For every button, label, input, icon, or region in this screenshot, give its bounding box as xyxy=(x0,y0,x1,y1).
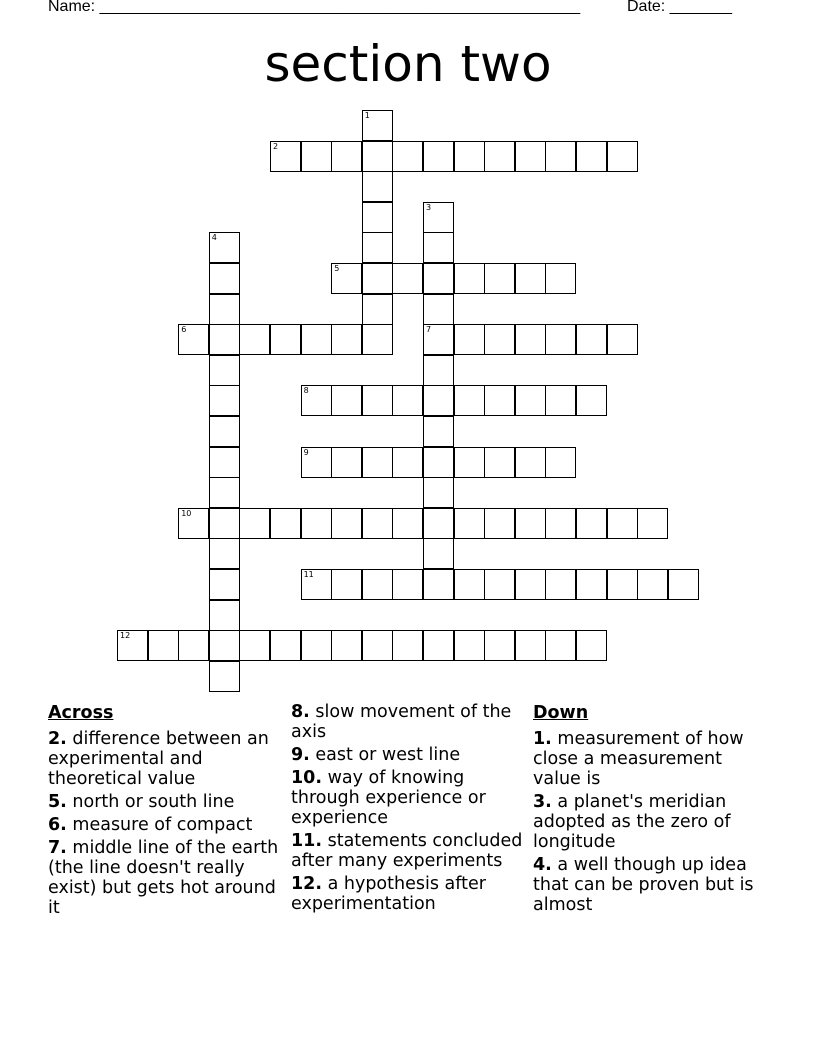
clue-text: a planet's meridian adopted as the zero of longitude xyxy=(533,792,731,852)
grid-cell[interactable] xyxy=(484,569,515,600)
clue-text: way of knowing through experience or experience xyxy=(291,768,486,828)
cell-number: 12 xyxy=(120,631,131,641)
grid-cell[interactable] xyxy=(362,202,393,233)
down-clue-1 xyxy=(533,729,773,789)
grid-cell[interactable] xyxy=(301,141,332,172)
grid-cell[interactable] xyxy=(454,385,485,416)
name-field-label: Name: ______________________________________________________ xyxy=(48,0,581,15)
down-clue-3 xyxy=(533,792,773,852)
grid-cell[interactable] xyxy=(209,416,240,447)
grid-cell[interactable] xyxy=(423,324,454,355)
clue-number: 3. xyxy=(533,792,552,812)
across-heading: Across xyxy=(48,703,114,723)
cell-number: 3 xyxy=(426,202,432,212)
grid-cell[interactable] xyxy=(423,141,454,172)
grid-cell[interactable] xyxy=(392,569,423,600)
grid-cell[interactable] xyxy=(668,569,699,600)
grid-cell[interactable] xyxy=(484,630,515,661)
grid-cell[interactable] xyxy=(576,141,607,172)
grid-cell[interactable] xyxy=(545,263,576,294)
clue-number: 1. xyxy=(533,729,552,749)
grid-cell[interactable] xyxy=(515,508,546,539)
clue-text: statements concluded after many experiments xyxy=(291,831,523,871)
grid-cell[interactable] xyxy=(178,630,209,661)
grid-cell[interactable] xyxy=(117,630,148,661)
grid-cell[interactable] xyxy=(484,385,515,416)
grid-cell[interactable] xyxy=(331,385,362,416)
across-clue-6 xyxy=(48,815,283,835)
grid-cell[interactable] xyxy=(239,324,270,355)
grid-cell[interactable] xyxy=(637,569,668,600)
grid-cell[interactable] xyxy=(423,232,454,263)
grid-cell[interactable] xyxy=(484,324,515,355)
grid-cell[interactable] xyxy=(545,447,576,478)
grid-cell[interactable] xyxy=(270,508,301,539)
cell-number: 5 xyxy=(334,264,340,273)
grid-cell[interactable] xyxy=(270,141,301,172)
grid-cell[interactable] xyxy=(362,263,393,294)
grid-cell[interactable] xyxy=(607,569,638,600)
grid-cell[interactable] xyxy=(392,263,423,294)
down-clue-4 xyxy=(533,855,773,915)
across-clue-2 xyxy=(48,729,283,789)
grid-cell[interactable] xyxy=(301,447,332,478)
grid-cell[interactable] xyxy=(301,569,332,600)
grid-cell[interactable] xyxy=(423,263,454,294)
grid-cell[interactable] xyxy=(209,263,240,294)
grid-cell[interactable] xyxy=(484,141,515,172)
grid-cell[interactable] xyxy=(545,630,576,661)
grid-cell[interactable] xyxy=(209,385,240,416)
grid-cell[interactable] xyxy=(454,141,485,172)
grid-cell[interactable] xyxy=(209,508,240,539)
grid-cell[interactable] xyxy=(209,600,240,631)
clue-number: 7. xyxy=(48,838,67,858)
grid-cell[interactable] xyxy=(178,508,209,539)
clue-text: a well though up idea that can be proven but is almost xyxy=(533,855,754,915)
grid-cell[interactable] xyxy=(515,630,546,661)
clue-text: east or west line xyxy=(315,745,461,765)
grid-cell[interactable] xyxy=(331,630,362,661)
cell-number: 4 xyxy=(211,233,217,243)
cell-number: 6 xyxy=(181,325,187,335)
clue-number: 5. xyxy=(48,792,67,812)
grid-cell[interactable] xyxy=(362,171,393,202)
grid-cell[interactable] xyxy=(423,630,454,661)
clue-number: 10. xyxy=(291,768,323,788)
grid-cell[interactable] xyxy=(454,324,485,355)
grid-cell[interactable] xyxy=(209,447,240,478)
grid-cell[interactable] xyxy=(454,263,485,294)
grid-cell[interactable] xyxy=(515,569,546,600)
grid-cell[interactable] xyxy=(331,508,362,539)
across-clue-7 xyxy=(48,838,283,918)
clue-number: 12. xyxy=(291,874,323,894)
grid-cell[interactable] xyxy=(178,324,209,355)
cell-number: 8 xyxy=(303,386,309,396)
clue-number: 6. xyxy=(48,815,67,835)
grid-cell[interactable] xyxy=(423,447,454,478)
grid-cell[interactable] xyxy=(607,508,638,539)
across-clue-5 xyxy=(48,792,283,812)
grid-cell[interactable] xyxy=(362,630,393,661)
grid-cell[interactable] xyxy=(331,141,362,172)
grid-cell[interactable] xyxy=(392,508,423,539)
grid-cell[interactable] xyxy=(423,202,454,233)
grid-cell[interactable] xyxy=(331,569,362,600)
grid-cell[interactable] xyxy=(423,569,454,600)
grid-cell[interactable] xyxy=(392,630,423,661)
grid-cell[interactable] xyxy=(209,477,240,508)
clue-text: measurement of how close a measurement value is xyxy=(533,729,744,789)
grid-cell[interactable] xyxy=(484,508,515,539)
grid-cell[interactable] xyxy=(362,385,393,416)
grid-cell[interactable] xyxy=(301,508,332,539)
grid-cell[interactable] xyxy=(576,569,607,600)
page-title: section two xyxy=(264,35,552,93)
grid-cell[interactable] xyxy=(362,324,393,355)
grid-cell[interactable] xyxy=(270,630,301,661)
grid-cell[interactable] xyxy=(209,538,240,569)
grid-cell[interactable] xyxy=(392,385,423,416)
grid-cell[interactable] xyxy=(637,508,668,539)
grid-cell[interactable] xyxy=(454,508,485,539)
clues-column-2 xyxy=(291,702,526,917)
grid-cell[interactable] xyxy=(576,385,607,416)
grid-cell[interactable] xyxy=(270,324,301,355)
grid-cell[interactable] xyxy=(362,232,393,263)
grid-cell[interactable] xyxy=(392,447,423,478)
grid-cell[interactable] xyxy=(576,508,607,539)
grid-cell[interactable] xyxy=(515,263,546,294)
grid-cell[interactable] xyxy=(209,661,240,692)
grid-cell[interactable] xyxy=(423,477,454,508)
grid-cell[interactable] xyxy=(209,324,240,355)
grid-cell[interactable] xyxy=(454,447,485,478)
grid-cell[interactable] xyxy=(607,324,638,355)
clues-column-1 xyxy=(48,702,283,921)
across-clue-10 xyxy=(291,768,526,828)
clue-text: difference between an experimental and theoretical value xyxy=(48,729,269,789)
grid-cell[interactable] xyxy=(148,630,179,661)
grid-cell[interactable] xyxy=(392,141,423,172)
cell-number: 10 xyxy=(181,508,192,518)
clue-number: 9. xyxy=(291,745,310,765)
grid-cell[interactable] xyxy=(331,447,362,478)
grid-cell[interactable] xyxy=(209,355,240,386)
grid-cell[interactable] xyxy=(423,294,454,325)
grid-cell[interactable] xyxy=(331,324,362,355)
grid-cell[interactable] xyxy=(301,630,332,661)
clue-number: 4. xyxy=(533,855,552,875)
grid-cell[interactable] xyxy=(576,324,607,355)
grid-cell[interactable] xyxy=(209,294,240,325)
grid-cell[interactable] xyxy=(301,324,332,355)
across-clue-9 xyxy=(291,745,526,765)
grid-cell[interactable] xyxy=(239,630,270,661)
across-clue-11 xyxy=(291,831,526,871)
grid-cell[interactable] xyxy=(362,569,393,600)
grid-cell[interactable] xyxy=(515,385,546,416)
grid-cell[interactable] xyxy=(545,324,576,355)
grid-cell[interactable] xyxy=(454,630,485,661)
clue-number: 8. xyxy=(291,702,310,722)
grid-cell[interactable] xyxy=(515,324,546,355)
grid-cell[interactable] xyxy=(484,447,515,478)
grid-cell[interactable] xyxy=(545,508,576,539)
grid-cell[interactable] xyxy=(423,385,454,416)
cell-number: 2 xyxy=(273,141,279,151)
grid-cell[interactable] xyxy=(515,141,546,172)
down-heading: Down xyxy=(533,703,589,723)
grid-cell[interactable] xyxy=(515,447,546,478)
cell-number: 1 xyxy=(364,111,370,120)
grid-cell[interactable] xyxy=(545,141,576,172)
grid-cell[interactable] xyxy=(362,508,393,539)
grid-cell[interactable] xyxy=(301,385,332,416)
grid-cell[interactable] xyxy=(239,508,270,539)
date-field-label: Date: _______ xyxy=(627,0,732,15)
across-clue-12 xyxy=(291,874,526,914)
grid-cell[interactable] xyxy=(209,232,240,263)
grid-cell[interactable] xyxy=(454,569,485,600)
grid-cell[interactable] xyxy=(423,538,454,569)
grid-cell[interactable] xyxy=(545,569,576,600)
clue-text: a hypothesis after experimentation xyxy=(291,874,486,914)
grid-cell[interactable] xyxy=(209,569,240,600)
clue-number: 2. xyxy=(48,729,67,749)
grid-cell[interactable] xyxy=(423,355,454,386)
grid-cell[interactable] xyxy=(423,416,454,447)
grid-cell[interactable] xyxy=(362,110,393,141)
grid-cell[interactable] xyxy=(484,263,515,294)
grid-cell[interactable] xyxy=(362,447,393,478)
grid-cell[interactable] xyxy=(362,141,393,172)
cell-number: 7 xyxy=(426,325,432,335)
clue-text: slow movement of the axis xyxy=(291,702,512,742)
clue-text: middle line of the earth (the line doesn't really exist) but gets hot around it xyxy=(48,838,279,918)
grid-cell[interactable] xyxy=(423,508,454,539)
clue-text: north or south line xyxy=(72,792,235,812)
grid-cell[interactable] xyxy=(209,630,240,661)
clues-column-3 xyxy=(533,702,773,918)
cell-number: 11 xyxy=(303,570,314,579)
clue-number: 11. xyxy=(291,831,323,851)
grid-cell[interactable] xyxy=(607,141,638,172)
clue-text: measure of compact xyxy=(72,815,253,835)
grid-cell[interactable] xyxy=(331,263,362,294)
grid-cell[interactable] xyxy=(545,385,576,416)
grid-cell[interactable] xyxy=(576,630,607,661)
across-clue-8 xyxy=(291,702,526,742)
grid-cell[interactable] xyxy=(362,294,393,325)
cell-number: 9 xyxy=(303,447,309,457)
